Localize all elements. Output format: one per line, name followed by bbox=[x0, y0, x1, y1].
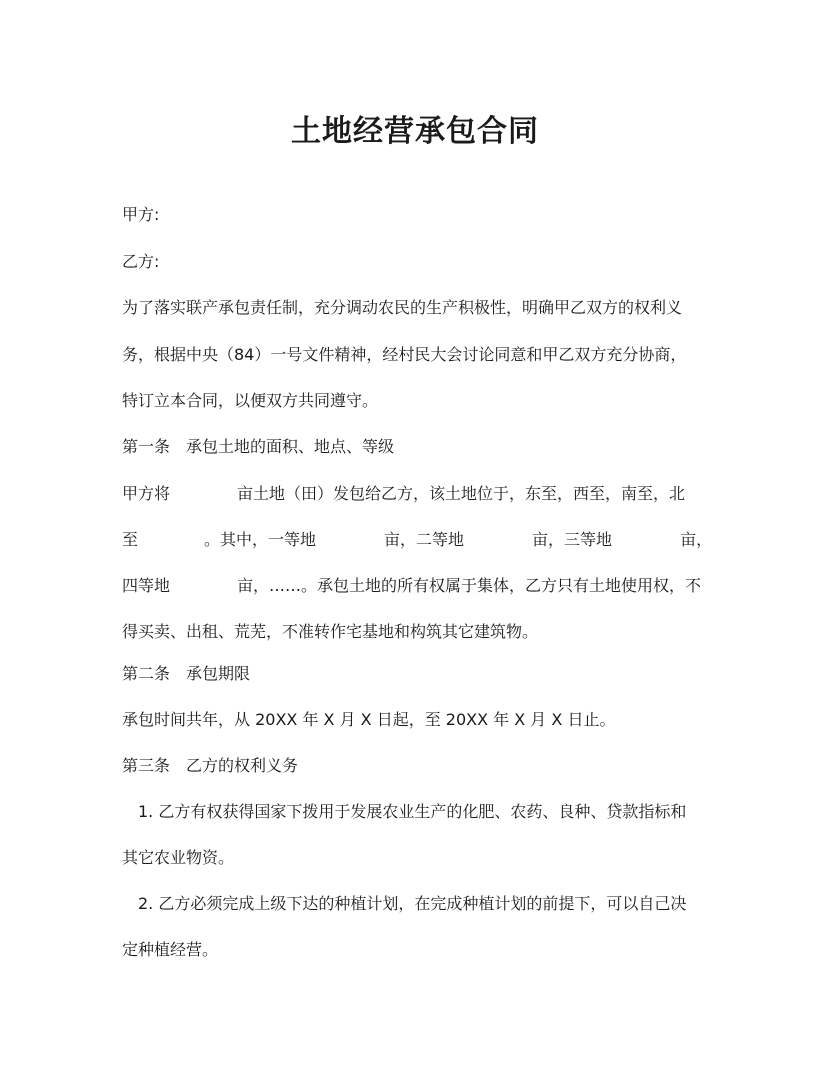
article-1-heading: 第一条 承包土地的面积、地点、等级 bbox=[122, 437, 395, 456]
article-1-line-3-b: 亩，……。承包土地的所有权属于集体，乙方只有土地使用权，不 bbox=[237, 576, 702, 595]
article-1-line-2 bbox=[122, 528, 712, 552]
article-1-line-1-a: 甲方将 bbox=[122, 484, 171, 503]
party-a-label: 甲方: bbox=[122, 205, 160, 224]
article-1-line-1-b: 亩土地（田）发包给乙方，该土地位于，东至，西至，南至，北 bbox=[237, 484, 686, 503]
article-1-line-2-b: 。其中，一等地 bbox=[204, 530, 317, 549]
intro-line-1: 为了落实联产承包责任制，充分调动农民的生产积极性，明确甲乙双方的权利义 bbox=[122, 298, 683, 317]
article-2-text: 承包时间共年，从 20XX 年 X 月 X 日起，至 20XX 年 X 月 X 日止。 bbox=[122, 710, 616, 729]
article-3-item-2-line-1: 2. 乙方必须完成上级下达的种植计划，在完成种植计划的前提下，可以自己决 bbox=[138, 894, 687, 913]
article-3-item-1-line-2: 其它农业物资。 bbox=[122, 848, 235, 867]
intro-line-3: 特订立本合同，以便双方共同遵守。 bbox=[122, 391, 379, 410]
article-1-line-3 bbox=[122, 574, 701, 598]
article-1-line-1 bbox=[122, 482, 685, 506]
article-1-line-4: 得买卖、出租、荒芜，不准转作宅基地和构筑其它建筑物。 bbox=[122, 622, 539, 641]
article-1-line-2-e: 亩， bbox=[680, 530, 713, 549]
article-1-line-2-d: 亩，三等地 bbox=[532, 530, 613, 549]
article-1-line-2-a: 至 bbox=[122, 530, 139, 549]
article-2-heading: 第二条 承包期限 bbox=[122, 664, 251, 683]
document-title: 土地经营承包合同 bbox=[291, 114, 539, 149]
article-1-line-3-a: 四等地 bbox=[122, 576, 171, 595]
intro-line-2: 务，根据中央（84）一号文件精神，经村民大会讨论同意和甲乙双方充分协商， bbox=[122, 345, 687, 364]
article-3-item-2-line-2: 定种植经营。 bbox=[122, 940, 219, 959]
article-3-heading: 第三条 乙方的权利义务 bbox=[122, 756, 299, 775]
article-1-line-2-c: 亩，二等地 bbox=[384, 530, 465, 549]
article-3-item-1-line-1: 1. 乙方有权获得国家下拨用于发展农业生产的化肥、农药、良种、贷款指标和 bbox=[138, 802, 687, 821]
party-b-label: 乙方: bbox=[122, 252, 160, 271]
